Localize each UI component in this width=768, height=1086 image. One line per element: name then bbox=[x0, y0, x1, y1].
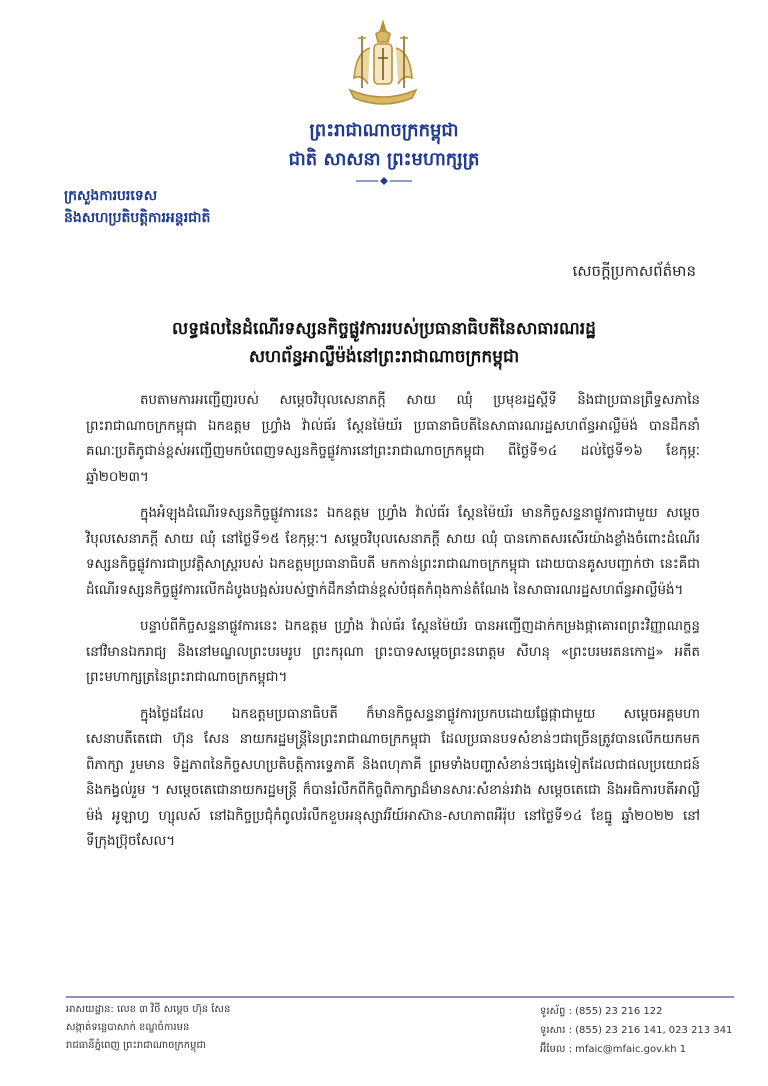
document-title: លទ្ធផលនៃដំណើរទស្សនកិច្ចផ្លូវការរបស់ប្រធានាធិបតីនៃសាធារណរដ្ឋ bbox=[172, 319, 596, 339]
paragraph: តបតាមការអញ្ជើញរបស់ សម្តេចវិបុលសេនាភក្តី សាយ ឈុំ ប្រមុខរដ្ឋស្តីទី និងជាប្រធានព្រឹទ្ធសភានៃព្រះរាជាណាចក្រកម្ពុជា ឯកឧត្តម ហ្វ្រាំង វ៉ាល់ធ័រ ស្តែនម៉ៃយ័រ ប្រធានាធិបតីនៃសាធារណរដ្ឋសហព័ន្ធអាល្លឺម៉ង់ បានដឹកនាំគណៈប្រតិភូជាន់ខ្ពស់អញ្ជើញមកបំពេញទស្សនកិច្ចផ្លូវការនៅព្រះរាជាណាចក្រកម្ពុជា ពីថ្ងៃទី១៤ ដល់ថ្ងៃទី១៦ ខែកុម្ភៈ ឆ្នាំ២០២៣។ bbox=[86, 393, 700, 485]
footer-divider bbox=[66, 996, 734, 998]
document-title-continued: សហព័ន្ធអាល្លឺម៉ង់នៅព្រះរាជាណាចក្រកម្ពុជា bbox=[248, 347, 520, 367]
footer-phone: ទូរស័ព្ទ : (855) 23 216 122 bbox=[540, 1006, 663, 1017]
national-motto: ជាតិ សាសនា ព្រះមហាក្សត្រ bbox=[288, 149, 480, 170]
footer-fax: ទូរសារ : (855) 23 216 141, 023 213 341 bbox=[540, 1025, 733, 1036]
paragraph: ក្នុងថ្ងៃដដែល ឯកឧត្តមប្រធានាធិបតី ក៏មានកិច្ចសន្ទនាផ្លូវការប្រកបដោយផ្លែផ្កាជាមួយ សម្តេចអគ្គមហាសេនាបតីតេជោ ហ៊ុន សែន នាយករដ្ឋមន្ត្រីនៃព្រះរាជាណាចក្រកម្ពុជា ដែលប្រធានបទសំខាន់ៗជាច្រើនត្រូវបានលើកយកមកពិភាក្សា រួមមាន ទិដ្ឋភាពនៃកិច្ចសហប្រតិបត្តិការទ្វេភាគី និងពហុភាគី ព្រមទាំងបញ្ហាសំខាន់ៗផ្សេងទៀតដែលជាផលប្រយោជន៍ និងកង្វល់រួម ។ សម្តេចតេជោនាយករដ្ឋមន្ត្រី ក៏បានរំលឹកពីកិច្ចពិភាក្សាដ៏មានសារៈសំខាន់រវាង សម្តេចតេជោ និងអធិការបតីអាល្លឺម៉ង់ អូឡាហ្វ ហ្សុលស៍ នៅឯកិច្ចប្រជុំកំពូលរំលឹកខួបអនុស្សាវរីយ៍អាស៊ាន-សហភាពអឺរ៉ុប នៅថ្ងៃទី១៤ ខែធ្នូ ឆ្នាំ២០២២ នៅទីក្រុងប្រ៊ុចសែល។ bbox=[86, 706, 700, 849]
footer-address: អាសយដ្ឋាន: លេខ ៣ វិថី សម្តេច ហ៊ុន សែន bbox=[66, 1004, 231, 1015]
royal-coat-of-arms-icon bbox=[340, 18, 426, 110]
footer-address-city: រាជធានីភ្នំពេញ ព្រះរាជាណាចក្រកម្ពុជា bbox=[66, 1040, 206, 1051]
page-number: 1 bbox=[679, 1044, 687, 1055]
paragraph: បន្ទាប់ពីកិច្ចសន្ទនាផ្លូវការនេះ ឯកឧត្តម ហ្វ្រាំង វ៉ាល់ធ័រ ស្តែនម៉ៃយ័រ បានអញ្ជើញដាក់កម្រងផ្កាគោរពព្រះវិញ្ញាណក្ខន្ធនៅវិមានឯករាជ្យ និងនៅមណ្ឌលព្រះបរមរូប ព្រះករុណា ព្រះបាទសម្តេចព្រះនរោត្តម សីហនុ «ព្រះបរមរតនកោដ្ឋ» អតីតព្រះមហាក្សត្រនៃព្រះរាជាណាចក្រកម្ពុជា។ bbox=[86, 619, 700, 685]
ministry-name-continued: និងសហប្រតិបត្តិការអន្តរជាតិ bbox=[64, 210, 211, 226]
ornament-divider-icon bbox=[354, 176, 414, 186]
footer-address-district: សង្កាត់ទន្លេបាសាក់ ខណ្ឌចំការមន bbox=[66, 1022, 190, 1033]
ministry-name: ក្រសួងការបរទេស bbox=[64, 188, 158, 204]
document-type: សេចក្តីប្រកាសព័ត៌មាន bbox=[572, 262, 696, 280]
document-body bbox=[86, 388, 700, 866]
paragraph: ក្នុងអំឡុងដំណើរទស្សនកិច្ចផ្លូវការនេះ ឯកឧត្តម ហ្វ្រាំង វ៉ាល់ធ័រ ស្តែនម៉ៃយ័រ មានកិច្ចសន្ទនាផ្លូវការជាមួយ សម្តេចវិបុលសេនាភក្តី សាយ ឈុំ នៅថ្ងៃទី១៥ ខែកុម្ភៈ។ សម្តេចវិបុលសេនាភក្តី សាយ ឈុំ បានកោតសរសើរយ៉ាងខ្លាំងចំពោះដំណើរទស្សនកិច្ចផ្លូវការជាប្រវត្តិសាស្ត្ររបស់ ឯកឧត្តមប្រធានាធិបតី មកកាន់ព្រះរាជាណាចក្រកម្ពុជា ដោយបានគូសបញ្ជាក់ថា នេះគឺជាដំណើរទស្សនកិច្ចផ្លូវការលើកដំបូងបង្អស់របស់ថ្នាក់ដឹកនាំជាន់ខ្ពស់បំផុតកំពុងកាន់តំណែង នៃសាធារណរដ្ឋសហព័ន្ធអាល្លឺម៉ង់។ bbox=[86, 506, 700, 598]
footer-email bbox=[540, 1042, 686, 1057]
email-text: អ៊ីមែល : mfaic@mfaic.gov.kh bbox=[540, 1044, 677, 1055]
kingdom-name: ព្រះរាជាណាចក្រកម្ពុជា bbox=[309, 120, 459, 141]
